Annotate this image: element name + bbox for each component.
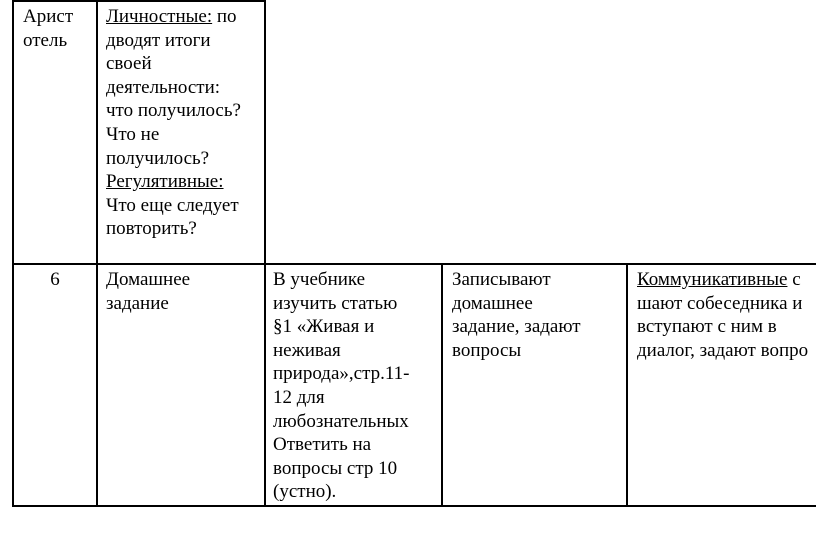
row1-outcomes-cell <box>106 5 264 241</box>
row2-number-cell: 6 <box>50 269 60 290</box>
personal-label: Личностные: <box>106 6 213 27</box>
column-divider-2 <box>264 0 266 507</box>
personal-text: по дводят итоги своей деятельности: что получилось? Что не получилось? <box>106 6 241 169</box>
regulative-text: Что еще следует повторить? <box>106 194 239 240</box>
communicative-label: Коммуникативные <box>637 269 788 290</box>
communicative-text: с шают собеседника и вступают с ним в диалог, задают вопро <box>637 269 809 361</box>
table-left-border <box>12 0 14 507</box>
row2-stage-cell: Домашнее задание <box>106 269 191 314</box>
column-divider-3 <box>441 263 443 507</box>
row2-teacher-cell: В учебнике изучить статью §1 «Живая и неживая природа»,стр.11- 12 для любознательных Ответить на вопросы стр 10 (устно). <box>273 269 410 503</box>
row-divider <box>12 263 816 265</box>
regulative-label: Регулятивные: <box>106 171 224 193</box>
row2-uud-cell <box>637 268 816 362</box>
column-divider-1 <box>96 0 98 507</box>
column-divider-4 <box>626 263 628 507</box>
row2-students-cell: Записывают домашнее задание, задают вопросы <box>452 269 581 361</box>
table-top-border <box>12 0 266 2</box>
row1-name-cell: Арист отель <box>23 6 74 51</box>
table-bottom-border <box>12 505 816 507</box>
